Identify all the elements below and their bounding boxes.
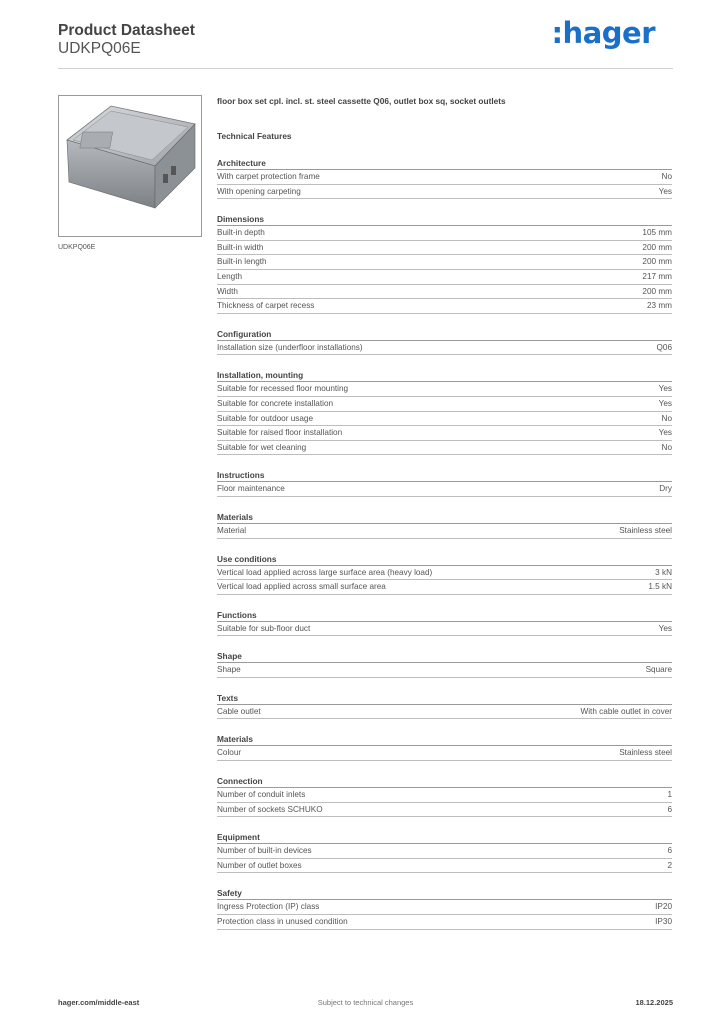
feature-label: Suitable for concrete installation: [217, 398, 334, 408]
feature-label: Installation size (underfloor installations): [217, 342, 363, 352]
section-title: Configuration: [217, 328, 272, 339]
section-title: Functions: [217, 609, 257, 620]
hager-logo: :hager: [551, 16, 655, 50]
feature-value: Dry: [659, 484, 672, 494]
feature-row: [217, 915, 672, 930]
feature-value: 200 mm: [642, 286, 672, 296]
feature-value: Yes: [658, 623, 672, 633]
feature-value: 200 mm: [642, 242, 672, 252]
feature-label: Suitable for raised floor installation: [217, 428, 343, 438]
feature-value: No: [661, 442, 672, 452]
feature-section: [217, 469, 672, 497]
feature-row: [217, 285, 672, 300]
page-header: [58, 16, 673, 68]
feature-section: [217, 831, 672, 873]
feature-value: 200 mm: [642, 257, 672, 267]
feature-label: Number of sockets SCHUKO: [217, 804, 323, 814]
feature-value: With cable outlet in cover: [580, 706, 672, 716]
feature-label: With opening carpeting: [217, 186, 301, 196]
footer-date: 18.12.2025: [635, 998, 673, 1007]
feature-label: Built-in depth: [217, 228, 265, 238]
feature-label: Cable outlet: [217, 706, 261, 716]
feature-value: Yes: [658, 384, 672, 394]
feature-row: [217, 441, 672, 456]
feature-value: No: [661, 413, 672, 423]
feature-label: Suitable for recessed floor mounting: [217, 384, 349, 394]
product-image: [58, 95, 202, 237]
feature-label: Suitable for outdoor usage: [217, 413, 314, 423]
feature-section: [217, 369, 672, 455]
page-footer: [58, 998, 673, 1012]
feature-value: IP30: [655, 917, 672, 927]
feature-label: Suitable for wet cleaning: [217, 442, 307, 452]
feature-section: [217, 328, 672, 356]
feature-label: Material: [217, 525, 247, 535]
feature-row: [217, 270, 672, 285]
feature-value: Stainless steel: [619, 748, 672, 758]
product-description: floor box set cpl. incl. st. steel cassette Q06, outlet box sq, socket outlets: [217, 96, 506, 106]
feature-section: [217, 650, 672, 678]
feature-row: [217, 746, 672, 761]
feature-section: [217, 609, 672, 637]
feature-value: Yes: [658, 186, 672, 196]
feature-value: 217 mm: [642, 271, 672, 281]
feature-section: [217, 775, 672, 817]
feature-row: [217, 226, 672, 241]
footer-website: hager.com/middle-east: [58, 998, 140, 1007]
feature-label: With carpet protection frame: [217, 172, 320, 181]
feature-value: Square: [645, 665, 672, 675]
feature-label: Ingress Protection (IP) class: [217, 902, 320, 912]
feature-label: Number of outlet boxes: [217, 860, 302, 870]
section-title: Texts: [217, 692, 239, 703]
feature-row: [217, 663, 672, 678]
section-title: Connection: [217, 776, 263, 787]
feature-row: [217, 241, 672, 256]
feature-row: [217, 299, 672, 314]
feature-row: [217, 426, 672, 441]
feature-row: [217, 803, 672, 818]
feature-value: Yes: [658, 428, 672, 438]
feature-label: Built-in width: [217, 242, 264, 252]
feature-section: [217, 213, 672, 314]
feature-label: Vertical load applied across large surface area (heavy load): [217, 567, 433, 577]
feature-value: 1.5 kN: [648, 582, 672, 592]
feature-value: IP20: [655, 902, 672, 912]
section-title: Materials: [217, 734, 253, 745]
feature-section: [217, 887, 672, 929]
feature-row: [217, 844, 672, 859]
feature-value: 2: [667, 860, 672, 870]
feature-row: [217, 900, 672, 915]
document-title: Product Datasheet: [58, 22, 195, 39]
feature-label: Built-in length: [217, 257, 267, 267]
feature-row: [217, 255, 672, 270]
feature-value: 105 mm: [642, 228, 672, 238]
feature-row: [217, 382, 672, 397]
datasheet-content: [217, 95, 672, 930]
feature-value: Yes: [658, 398, 672, 408]
feature-section: [217, 511, 672, 539]
feature-value: No: [661, 172, 672, 181]
feature-label: Suitable for sub-floor duct: [217, 623, 311, 633]
feature-label: Colour: [217, 748, 242, 758]
feature-value: Stainless steel: [619, 525, 672, 535]
feature-value: 3 kN: [655, 567, 672, 577]
footer-disclaimer: Subject to technical changes: [317, 998, 414, 1007]
feature-value: 6: [667, 846, 672, 856]
feature-row: [217, 566, 672, 581]
feature-row: [217, 185, 672, 200]
feature-row: [217, 482, 672, 497]
section-title: Installation, mounting: [217, 370, 304, 381]
section-title: Dimensions: [217, 214, 265, 225]
technical-features-heading: Technical Features: [217, 131, 292, 141]
section-title: Safety: [217, 888, 242, 899]
feature-value: Q06: [656, 342, 672, 352]
section-title: Materials: [217, 511, 253, 522]
feature-row: [217, 705, 672, 720]
feature-label: Width: [217, 286, 238, 296]
feature-value: 1: [667, 790, 672, 800]
header-divider: [58, 68, 673, 69]
feature-section: [217, 553, 672, 595]
feature-label: Length: [217, 271, 243, 281]
section-title: Equipment: [217, 832, 260, 843]
feature-row: [217, 580, 672, 595]
feature-row: [217, 622, 672, 637]
feature-row: [217, 524, 672, 539]
feature-row: [217, 788, 672, 803]
section-title: Shape: [217, 651, 242, 662]
feature-label: Number of built-in devices: [217, 846, 312, 856]
feature-section: [217, 692, 672, 720]
feature-row: [217, 397, 672, 412]
feature-label: Protection class in unused condition: [217, 917, 348, 927]
feature-section: [217, 733, 672, 761]
feature-row: [217, 341, 672, 356]
feature-label: Floor maintenance: [217, 484, 285, 494]
feature-value: 6: [667, 804, 672, 814]
feature-label: Number of conduit inlets: [217, 790, 306, 800]
feature-row: [217, 170, 672, 185]
image-caption: UDKPQ06E: [58, 244, 96, 251]
feature-sections: [217, 157, 672, 930]
feature-row: [217, 859, 672, 874]
product-code: UDKPQ06E: [58, 40, 141, 57]
section-title: Use conditions: [217, 553, 277, 564]
feature-label: Thickness of carpet recess: [217, 301, 315, 311]
section-title: Instructions: [217, 470, 265, 481]
section-title: Architecture: [217, 158, 266, 168]
feature-label: Shape: [217, 665, 241, 675]
feature-row: [217, 412, 672, 427]
feature-section: [217, 157, 672, 199]
feature-label: Vertical load applied across small surface area: [217, 582, 386, 592]
feature-value: 23 mm: [646, 301, 672, 311]
